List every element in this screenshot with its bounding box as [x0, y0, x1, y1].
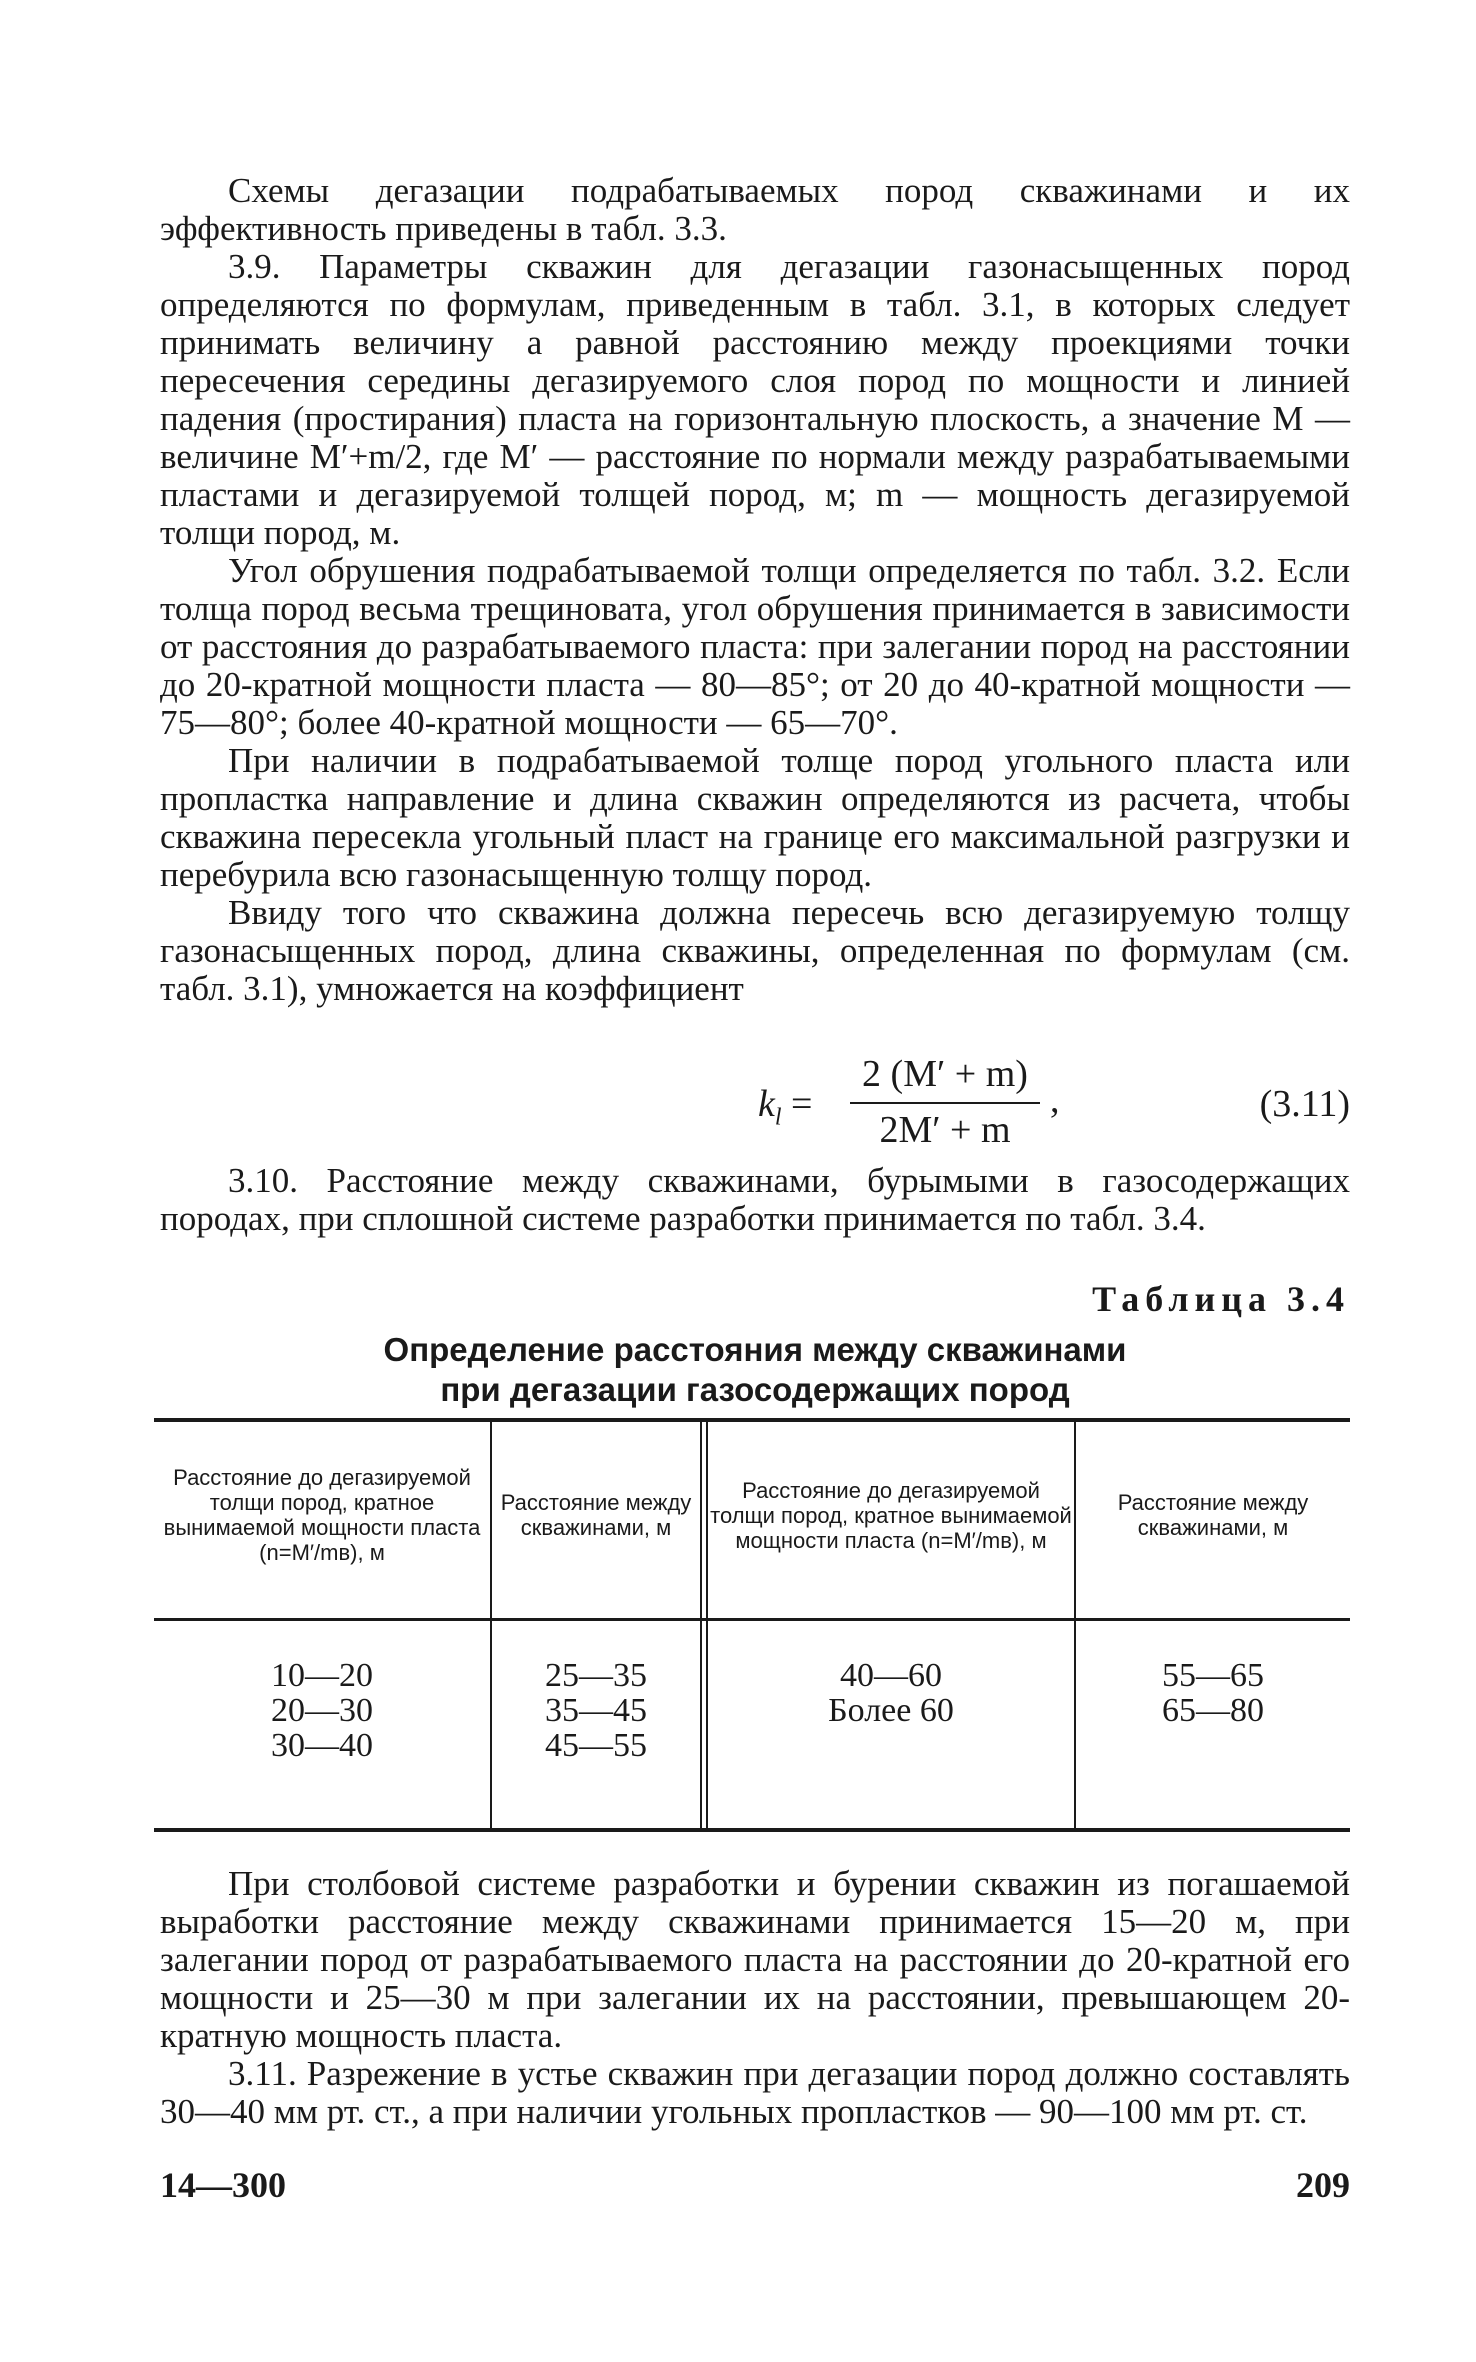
paragraph: Ввиду того что скважина должна пересечь всю дегазируемую толщу газонасыщенных пород, длина скважины, определенная по формулам (см. табл. 3.1), умножается на коэффициент [160, 893, 1350, 1008]
table-header-cell: Расстояние между скважинами, м [1117, 1490, 1309, 1540]
table-cell: 55—65 [1162, 1657, 1264, 1694]
table-column [154, 1658, 490, 1763]
table-column [1076, 1658, 1350, 1728]
data-table [154, 1418, 1350, 1838]
table-title-line: при дегазации газосодержащих пород [440, 1371, 1070, 1408]
body-text-top [160, 172, 1350, 1008]
paragraph: При столбовой системе разработки и бурении скважин из погашаемой выработки расстояние между скважинами принимается 15—20 м, при залегании пород от разрабатываемого пласта на расстоянии до 20-кратной его мощности и 25—30 м при залегании их на расстоянии, превышающем 20-кратную мощность пласта. [160, 1864, 1350, 2055]
table-cell: 35—45 [545, 1692, 647, 1729]
table-column [708, 1658, 1074, 1728]
table-cell: 40—60 [840, 1657, 942, 1694]
table-cell: 45—55 [545, 1727, 647, 1764]
printer-signature: 14—300 [160, 2165, 286, 2205]
table-label: Таблица 3.4 [1092, 1279, 1350, 1319]
table-cell: 25—35 [545, 1657, 647, 1694]
table-top-rule [154, 1418, 1350, 1422]
paragraph: 3.9. Параметры скважин для дегазации газонасыщенных пород определяются по формулам, приведенным в табл. 3.1, в которых следует принимать величину a равной расстоянию между проекциями точки пересечения середины дегазируемого слоя пород по мощности и линией падения (простирания) пласта на горизонтальную плоскость, а значение M — величине M′+m/2, где M′ — расстояние по нормали между разрабатываемыми пластами и дегазируемой толщей пород, м; m — мощность дегазируемой толщи пород, м. [160, 247, 1350, 552]
formula-3-11 [160, 1052, 1350, 1152]
table-cell: 10—20 [271, 1657, 373, 1694]
formula-numerator: 2 (M′ + m) [862, 1053, 1028, 1095]
table-column [492, 1658, 700, 1763]
fraction-bar [850, 1102, 1040, 1104]
paragraph: 3.10. Расстояние между скважинами, бурымыми в газосодержащих породах, при сплошной системе разработки принимается по табл. 3.4. [160, 1161, 1350, 1238]
table-cell: 30—40 [271, 1727, 373, 1764]
paragraph: Угол обрушения подрабатываемой толщи определяется по табл. 3.2. Если толща пород весьма трещиновата, угол обрушения принимается в зависимости от расстояния до разрабатываемого пласта: при залегании пород на расстоянии до 20-кратной мощности пласта — 80—85°; от 20 до 40-кратной мощности — 75—80°; более 40-кратной мощности — 65—70°. [160, 551, 1350, 742]
table-header-cell: Расстояние между скважинами, м [500, 1490, 692, 1540]
paragraph: Схемы дегазации подрабатываемых пород скважинами и их эффективность приведены в табл. 3.3. [160, 171, 1350, 248]
table-title [160, 1330, 1350, 1410]
body-text-mid [160, 1162, 1350, 1238]
formula-lhs: $k_l$ = [758, 1083, 813, 1131]
table-cell: Более 60 [828, 1692, 954, 1729]
table-header-cell: Расстояние до дегазируемой толщи пород, кратное вынимаемой мощности пласта (n=M′/mв), м [710, 1477, 1072, 1553]
column-divider [700, 1418, 702, 1832]
page-number: 209 [1296, 2165, 1350, 2205]
formula-fraction [850, 1052, 1040, 1152]
body-text-bottom [160, 1865, 1350, 2131]
table-bottom-rule [154, 1828, 1350, 1832]
table-header-rule [154, 1618, 1350, 1621]
table-header-cell: Расстояние до дегазируемой толщи пород, кратное вынимаемой мощности пласта (n=M′/mв), м [163, 1465, 481, 1565]
formula-denominator: 2M′ + m [879, 1109, 1011, 1151]
paragraph: 3.11. Разрежение в устье скважин при дегазации пород должно составлять 30—40 мм рт. ст., а при наличии угольных пропластков — 90—100 мм рт. ст. [160, 2054, 1350, 2131]
table-cell: 20—30 [271, 1692, 373, 1729]
table-title-line: Определение расстояния между скважинами [383, 1331, 1127, 1368]
equation-number: (3.11) [1259, 1083, 1350, 1125]
table-cell: 65—80 [1162, 1692, 1264, 1729]
paragraph: При наличии в подрабатываемой толще пород угольного пласта или пропластка направление и длина скважин определяются из расчета, чтобы скважина пересекла угольный пласт на границе его максимальной разгрузки и перебурила всю газонасыщенную толщу пород. [160, 741, 1350, 894]
formula-comma: , [1050, 1079, 1060, 1121]
